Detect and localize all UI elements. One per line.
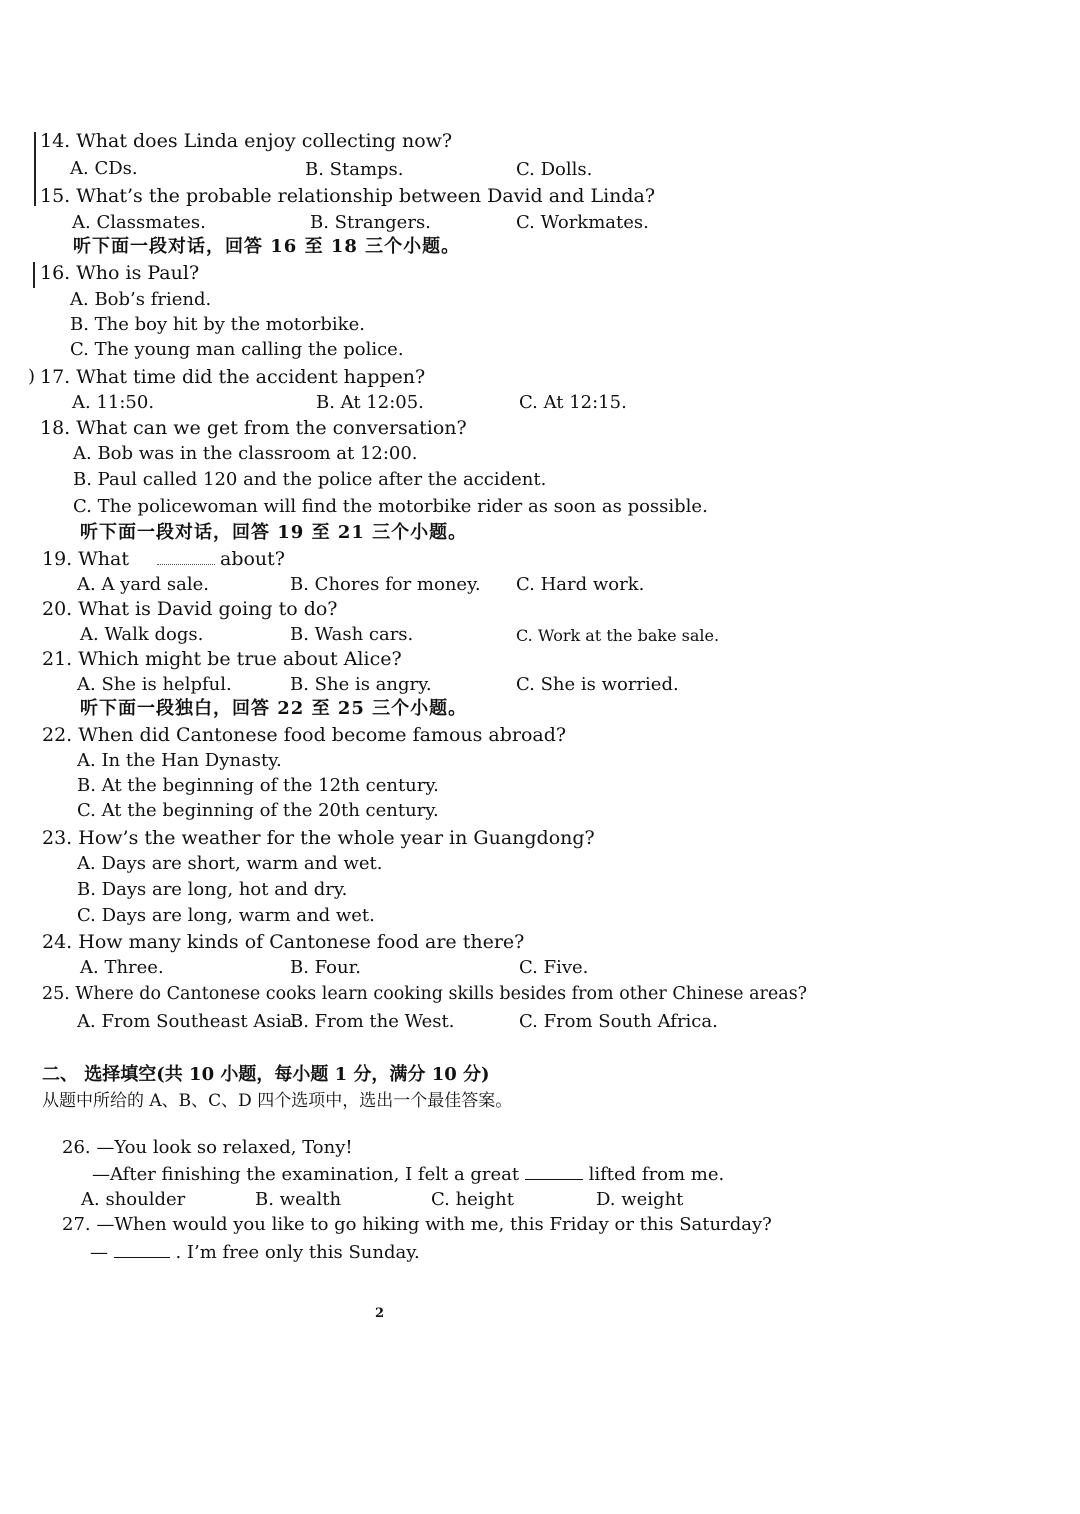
question-26-line-2: [92, 1163, 724, 1186]
question-20-option-b: B. Wash cars.: [290, 624, 414, 645]
question-15-option-a: A. Classmates.: [72, 212, 206, 233]
question-16-stem: 16. Who is Paul?: [40, 262, 200, 284]
answer-blank: [114, 1241, 170, 1258]
section-2-instruction: 从题中所给的 A、B、C、D 四个选项中，选出一个最佳答案。: [42, 1091, 513, 1111]
question-14-option-b: B. Stamps.: [305, 159, 404, 180]
answer-blank: [525, 1163, 583, 1180]
obscured-text: [157, 550, 215, 565]
question-23-option-c: C. Days are long, warm and wet.: [77, 905, 375, 926]
question-19-stem-end: about?: [220, 548, 285, 570]
question-20-option-a: A. Walk dogs.: [80, 624, 204, 645]
question-16-option-a: A. Bob’s friend.: [70, 289, 212, 310]
instruction-16-18: 听下面一段对话，回答 16 至 18 三个小题。: [73, 236, 461, 257]
question-26-option-b: B. wealth: [255, 1189, 342, 1210]
question-27-line-2: [90, 1241, 420, 1264]
question-20-stem: 20. What is David going to do?: [42, 598, 338, 620]
question-18-option-c: C. The policewoman will find the motorbike rider as soon as possible.: [73, 496, 708, 517]
question-22-option-a: A. In the Han Dynasty.: [77, 750, 282, 771]
question-23-stem: 23. How’s the weather for the whole year in Guangdong?: [42, 827, 595, 849]
instruction-19-21: 听下面一段对话，回答 19 至 21 三个小题。: [80, 522, 468, 543]
question-18-option-b: B. Paul called 120 and the police after the accident.: [73, 469, 547, 490]
question-26-option-a: A. shoulder: [81, 1189, 186, 1210]
question-26-line-1: 26. —You look so relaxed, Tony!: [62, 1137, 353, 1158]
question-23-option-a: A. Days are short, warm and wet.: [77, 853, 383, 874]
question-17-option-a: A. 11:50.: [72, 392, 155, 413]
question-26-option-c: C. height: [431, 1189, 514, 1210]
question-18-option-a: A. Bob was in the classroom at 12:00.: [73, 443, 418, 464]
question-24-stem: 24. How many kinds of Cantonese food are there?: [42, 931, 525, 953]
page-number: 2: [375, 1306, 385, 1321]
question-17-option-c: C. At 12:15.: [519, 392, 627, 413]
question-22-option-b: B. At the beginning of the 12th century.: [77, 775, 439, 796]
question-27-line-2-end: . I’m free only this Sunday.: [175, 1242, 420, 1263]
question-18-stem: 18. What can we get from the conversation?: [40, 417, 467, 439]
question-26-line-2-start: —After finishing the examination, I felt a great: [92, 1164, 520, 1185]
question-17-stem: 17. What time did the accident happen?: [40, 366, 426, 388]
question-23-option-b: B. Days are long, hot and dry.: [77, 879, 348, 900]
question-24-option-c: C. Five.: [519, 957, 589, 978]
question-20-option-c: C. Work at the bake sale.: [516, 626, 720, 645]
question-26-option-d: D. weight: [596, 1189, 684, 1210]
question-21-option-a: A. She is helpful.: [77, 674, 232, 695]
margin-mark-17: ): [28, 366, 36, 387]
question-16-option-c: C. The young man calling the police.: [70, 339, 404, 360]
question-17-option-b: B. At 12:05.: [316, 392, 424, 413]
question-25-stem: 25. Where do Cantonese cooks learn cooking skills besides from other Chinese areas?: [42, 984, 808, 1004]
question-27-line-2-start: —: [90, 1242, 108, 1263]
question-26-line-2-end: lifted from me.: [588, 1164, 725, 1185]
margin-mark: [34, 132, 36, 206]
question-24-option-a: A. Three.: [80, 957, 164, 978]
question-25-option-c: C. From South Africa.: [519, 1011, 718, 1032]
question-19-option-a: A. A yard sale.: [77, 574, 210, 595]
question-19-stem-start: 19. What: [42, 548, 129, 570]
section-2-heading: 二、 选择填空(共 10 小题，每小题 1 分，满分 10 分): [42, 1064, 490, 1085]
question-21-option-b: B. She is angry.: [290, 674, 432, 695]
question-24-option-b: B. Four.: [290, 957, 361, 978]
margin-mark: [33, 262, 35, 288]
question-15-option-c: C. Workmates.: [516, 212, 649, 233]
question-25-option-b: B. From the West.: [290, 1011, 455, 1032]
instruction-22-25: 听下面一段独白，回答 22 至 25 三个小题。: [80, 698, 468, 719]
question-14-option-a: A. CDs.: [70, 158, 138, 179]
question-19-option-b: B. Chores for money.: [290, 574, 481, 595]
question-16-option-b: B. The boy hit by the motorbike.: [70, 314, 365, 335]
question-15-option-b: B. Strangers.: [310, 212, 431, 233]
question-25-option-a: A. From Southeast Asia.: [77, 1011, 298, 1032]
question-14-stem: 14. What does Linda enjoy collecting now?: [40, 130, 453, 152]
question-22-option-c: C. At the beginning of the 20th century.: [77, 800, 439, 821]
question-19-option-c: C. Hard work.: [516, 574, 645, 595]
question-15-stem: 15. What’s the probable relationship between David and Linda?: [40, 185, 656, 207]
question-14-option-c: C. Dolls.: [516, 159, 593, 180]
question-21-stem: 21. Which might be true about Alice?: [42, 648, 402, 670]
question-22-stem: 22. When did Cantonese food become famous abroad?: [42, 724, 567, 746]
question-21-option-c: C. She is worried.: [516, 674, 679, 695]
question-27-line-1: 27. —When would you like to go hiking with me, this Friday or this Saturday?: [62, 1214, 772, 1235]
